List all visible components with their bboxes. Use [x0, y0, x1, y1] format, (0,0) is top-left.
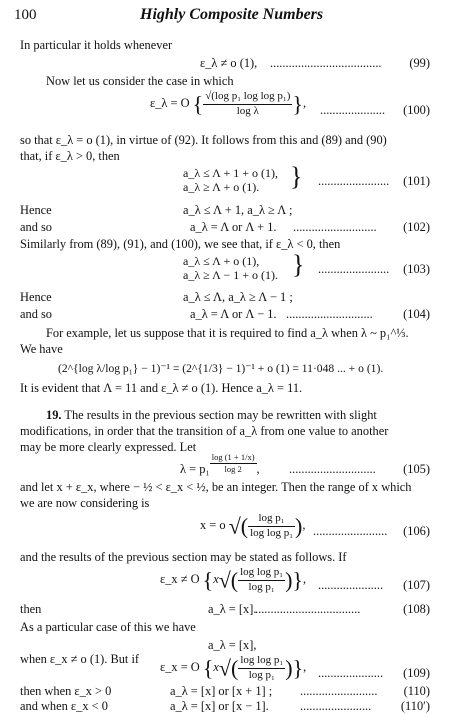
equation-108: a_λ = [x]. [208, 602, 257, 616]
denominator: log 2 [224, 463, 242, 474]
radical-icon: √ [228, 513, 241, 539]
section-number: 19. [46, 408, 62, 422]
fraction [248, 512, 295, 541]
close-brace: } [292, 567, 303, 593]
close-brace: } [292, 91, 303, 117]
leader-dots: .................................. [255, 602, 361, 616]
equation-number: (110′) [400, 699, 430, 713]
text-line: we are now considering is [20, 496, 150, 510]
denominator: log log p₁ [250, 526, 294, 539]
denominator: log λ [236, 104, 259, 117]
radical-icon: √ [218, 655, 231, 681]
right-brace: } [292, 250, 305, 279]
right-brace: } [290, 162, 303, 191]
equation-number: (102) [403, 220, 430, 234]
equation-104: a_λ = Λ or Λ − 1. [190, 307, 277, 321]
equation-100: ε_λ = O { $\frac{\text{√(log p₁ log log p₁)}}{\text{log λ}}$ }, [150, 90, 307, 117]
leader-dots: ......................... [300, 684, 378, 698]
equation: a_λ ≤ Λ + 1, a_λ ≥ Λ ; [183, 203, 293, 217]
eq-lhs: x = o [200, 518, 226, 533]
text-line: so that ε_λ = o (1), in virtue of (92). It follows from this and (89) and (90) [20, 133, 387, 147]
text-label: then [20, 602, 42, 616]
text-line: Similarly from (89), (91), and (100), we see that, if ε_λ < 0, then [20, 237, 341, 251]
text-label: then when ε_x > 0 [20, 684, 112, 698]
text-label: and so [20, 220, 53, 234]
text-line: Now let us consider the case in which [46, 74, 234, 88]
equation-99: ε_λ ≠ o (1), [200, 56, 258, 70]
text-line: and the results of the previous section may be stated as follows. If [20, 550, 347, 564]
open-brace: { [202, 655, 214, 681]
equation: a_λ = [x], [208, 638, 257, 652]
equation-number: (107) [403, 578, 430, 592]
leader-dots: ....................... [300, 699, 372, 713]
equation-number: (109) [403, 666, 430, 680]
denominator: log p₁ [248, 668, 275, 681]
text-line: when ε_x ≠ o (1). But if [20, 652, 140, 666]
leader-dots: ........................ [313, 524, 388, 538]
leader-dots: ..................... [318, 666, 384, 680]
text-label: Hence [20, 203, 52, 217]
leader-dots: ....................... [318, 262, 390, 276]
numerator: √(log p₁ log log p₁) [203, 90, 292, 105]
page-number: 100 [14, 7, 37, 23]
equation-number: (104) [403, 307, 430, 321]
inequality: a_λ ≤ Λ + 1 + o (1), [183, 166, 278, 180]
equation-number: (99) [409, 56, 430, 70]
text-label: and so [20, 307, 53, 321]
numerator: log log p₁ [238, 566, 285, 581]
exponent-fraction [210, 452, 257, 474]
fraction [203, 90, 292, 119]
inequality: a_λ ≤ Λ + o (1), [183, 254, 260, 268]
equation: a_λ ≤ Λ, a_λ ≥ Λ − 1 ; [183, 290, 293, 304]
denominator: log p₁ [248, 580, 275, 593]
equation-number: (105) [403, 462, 430, 476]
inequality: a_λ ≥ Λ + o (1). [183, 180, 260, 194]
equation-106: x = o √( $\frac{\text{log p₁}}{\text{log log p₁}}$ ), [200, 512, 306, 539]
open-brace: { [202, 567, 214, 593]
inequality: a_λ ≥ Λ − 1 + o (1). [183, 268, 278, 282]
close-brace: } [292, 655, 304, 681]
numerator: log log p₁ [238, 654, 285, 669]
text-line: For example, let us suppose that it is required to find a_λ when λ ~ p₁^⅓. [46, 326, 409, 340]
equation-number: (106) [403, 524, 430, 538]
leader-dots: ............................ [289, 462, 376, 476]
equation-number: (100) [403, 103, 430, 117]
text-line: As a particular case of this we have [20, 620, 196, 634]
equation-number: (103) [403, 262, 430, 276]
fraction [238, 566, 285, 595]
equation-number: (101) [403, 174, 430, 188]
equation-110: a_λ = [x] or [x + 1] ; [170, 684, 273, 698]
text-line: modifications, in order that the transition of a_λ from one value to another [20, 424, 389, 438]
leader-dots: ............................ [286, 307, 373, 321]
equation-105: λ = p₁ $\frac{\log (1 + 1/x)}{\log 2}$ , [180, 452, 260, 476]
eq-lhs: ε_x ≠ O [160, 572, 200, 587]
text-line: It is evident that Λ = 11 and ε_λ ≠ o (1). Hence a_λ = 11. [20, 381, 303, 395]
equation-107: ε_x ≠ O {x√( $\frac{\text{log log p₁}}{\text{log p₁}}$ )}, [160, 566, 307, 593]
text-line: may be more clearly expressed. Let [20, 440, 197, 454]
eq-lhs: ε_x = O [160, 660, 200, 675]
equation: (2^{log λ/log p₁} − 1)⁻¹ = (2^{1/3} − 1)⁻¹ + o (1) = 11·048 ... + o (1). [58, 362, 384, 375]
equation-number: (110) [403, 684, 430, 698]
numerator: log (1 + 1/x) [211, 452, 255, 462]
radical-icon: √ [218, 567, 231, 593]
open-brace: { [192, 91, 204, 117]
text-label: and when ε_x < 0 [20, 699, 108, 713]
equation-number: (108) [403, 602, 430, 616]
eq-lhs: λ = p₁ [180, 462, 210, 476]
running-title: Highly Composite Numbers [140, 6, 324, 23]
eq-lhs: ε_λ = O [150, 96, 190, 111]
leader-dots: ........................... [293, 220, 377, 234]
text-line [46, 408, 377, 424]
equation-109: ε_x = O {x√( $\frac{\text{log log p₁}}{\text{log p₁}}$ )}, [160, 654, 307, 681]
leader-dots: .................................... [270, 56, 382, 70]
text-line: We have [20, 342, 63, 356]
equation-102: a_λ = Λ or Λ + 1. [190, 220, 277, 234]
leader-dots: ..................... [318, 578, 384, 592]
leader-dots: ....................... [318, 174, 390, 188]
numerator: log p₁ [248, 512, 295, 527]
fraction [238, 654, 285, 683]
equation-110-prime: a_λ = [x] or [x − 1]. [170, 699, 269, 713]
leader-dots: ..................... [320, 103, 386, 117]
text-line: and let x + ε_x, where − ½ < ε_x < ½, be an integer. Then the range of x which [20, 480, 412, 494]
text-line: that, if ε_λ > 0, then [20, 149, 120, 163]
text-line: In particular it holds whenever [20, 38, 173, 52]
text: The results in the previous section may be rewritten with slight [64, 408, 377, 422]
text-label: Hence [20, 290, 52, 304]
